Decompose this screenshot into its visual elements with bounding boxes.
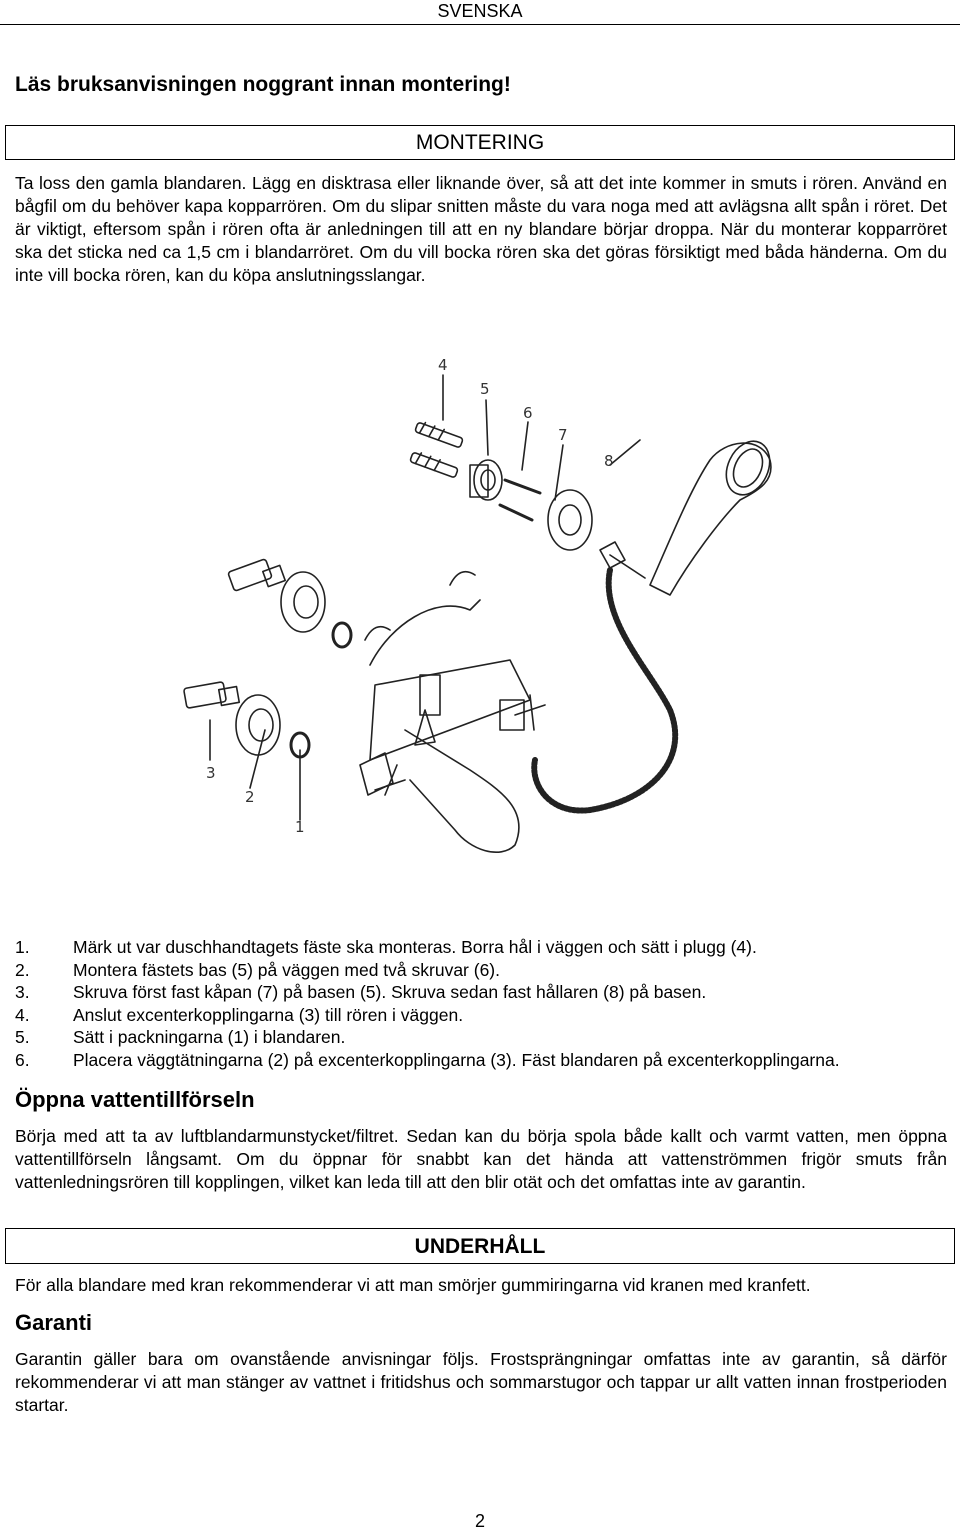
step-number: 2. — [15, 959, 30, 980]
diagram-label-5: 5 — [480, 380, 490, 398]
page-header — [0, 0, 960, 25]
step-text: Placera väggtätningarna (2) på excenterkopplingarna (3). Fäst blandaren på excenterkopplingarna. — [73, 1049, 840, 1070]
diagram-label-6: 6 — [523, 404, 533, 422]
wall-seal-upper — [281, 572, 325, 632]
section-title-underhall: UNDERHÅLL — [5, 1228, 955, 1264]
list-item — [15, 981, 955, 1004]
assembly-steps — [15, 936, 955, 1071]
bracket-cover — [548, 490, 592, 550]
screws — [500, 480, 540, 520]
list-item — [15, 936, 955, 959]
step-text: Sätt i packningarna (1) i blandaren. — [73, 1027, 346, 1047]
montering-text: Ta loss den gamla blandaren. Lägg en disktrasa eller liknande över, så att det inte kommer in smuts i rören. Använd en bågfil om du behöver kapa kopparrören. Om du slipar snitten måste du vara noga med att avlägsna allt spån i röret. Det är viktigt, eftersom spån i rören ofta är anledningen till att en ny blandare börjar droppa. När du monterar kopparröret ska det sticka ned ca 1,5 cm i blandarröret. Om du vill bocka rören ska det göras försiktigt med båda händerna. Om du inte vill bocka rören, kan du köpa anslutningsslangar. — [15, 173, 947, 285]
step-number: 6. — [15, 1049, 30, 1070]
step-text: Skruva först fast kåpan (7) på basen (5). Skruva sedan fast hållaren (8) på basen. — [73, 982, 707, 1002]
step-text: Montera fästets bas (5) på väggen med två skruvar (6). — [73, 959, 500, 980]
wall-seal-lower — [236, 695, 280, 755]
exploded-diagram — [170, 340, 790, 920]
language-label: SVENSKA — [437, 1, 523, 21]
diagram-label-4: 4 — [438, 356, 448, 374]
gasket-upper — [333, 623, 351, 647]
section-title-garanti: Garanti — [15, 1310, 93, 1335]
eccentric-connector-upper — [228, 559, 285, 591]
diagram-label-8: 8 — [604, 452, 614, 470]
step-number: 5. — [15, 1027, 30, 1047]
diagram-label-3: 3 — [206, 764, 216, 782]
leader-line — [486, 400, 488, 455]
page-number: 2 — [474, 1511, 485, 1531]
wall-plug-lower — [410, 452, 459, 478]
step-number: 3. — [15, 982, 30, 1002]
warning-heading: Läs bruksanvisningen noggrant innan montering! — [15, 73, 511, 96]
section-title-oppna: Öppna vattentillförseln — [15, 1087, 255, 1112]
eccentric-connector-lower — [184, 682, 240, 709]
step-number: 4. — [15, 1004, 30, 1025]
diagram-label-1: 1 — [295, 818, 305, 836]
step-text: Märk ut var duschhandtagets fäste ska monteras. Borra hål i väggen och sätt i plugg (4). — [73, 937, 757, 957]
mixer-body — [360, 572, 545, 853]
underhall-text: För alla blandare med kran rekommenderar vi att man smörjer gummiringarna vid kranen med kranfett. — [15, 1275, 811, 1295]
leader-line — [610, 440, 640, 465]
shower-hose — [534, 570, 675, 811]
step-number: 1. — [15, 937, 30, 957]
garanti-text: Garantin gäller bara om ovanstående anvisningar följs. Frostsprängningar omfattas inte av garantin, så därför rekommenderar vi att man stänger av vattnet i fritidshus och sommarstugor och tappar ur allt vatten innan frostperioden startar. — [15, 1349, 947, 1415]
bracket-base — [470, 460, 502, 500]
leader-line — [522, 422, 528, 470]
list-item — [15, 959, 955, 982]
list-item — [15, 1004, 955, 1027]
diagram-label-7: 7 — [558, 426, 568, 444]
wall-plug-upper — [415, 422, 464, 448]
section-title-montering: MONTERING — [5, 125, 955, 160]
list-item — [15, 1049, 955, 1072]
list-item — [15, 1026, 955, 1049]
leader-line — [250, 730, 265, 788]
step-text: Anslut excenterkopplingarna (3) till rören i väggen. — [73, 1004, 464, 1025]
oppna-text: Börja med att ta av luftblandarmunstycket/filtret. Sedan kan du börja spola både kallt och varmt vatten, men öppna vattentillförseln långsamt. Om du öppnar för snabbt kan det hända att vattenströmmen frigör smuts från vattenledningsrören till kopplingen, vilket kan leda till att den blir otät och det omfattas inte av garantin. — [15, 1126, 947, 1192]
hand-shower — [650, 434, 778, 595]
diagram-label-2: 2 — [245, 788, 255, 806]
